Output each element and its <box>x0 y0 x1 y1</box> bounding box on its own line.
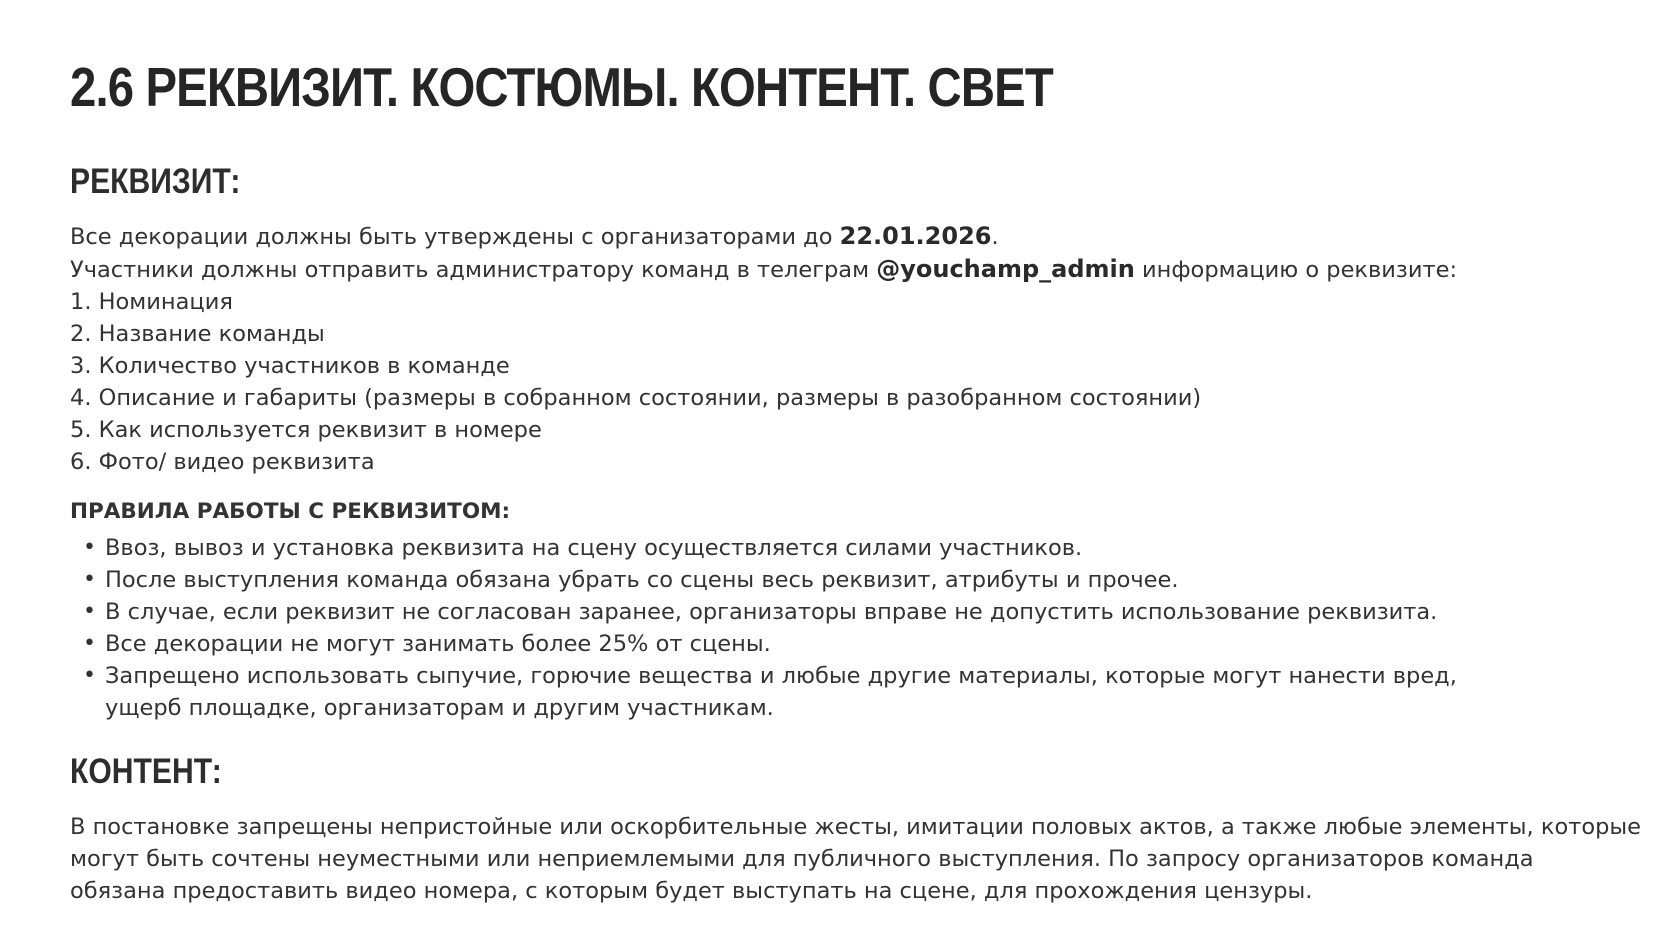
props-send-info-line <box>70 253 1457 286</box>
content-paragraph <box>70 811 1641 907</box>
document-page <box>70 0 1650 945</box>
list-item: 2. Название команды <box>70 321 325 347</box>
content-paragraph-line: В постановке запрещены непристойные или оскорбительные жесты, имитации половых актов, а также любые элементы, которые <box>70 814 1641 840</box>
section-heading-props: РЕКВИЗИТ: <box>70 162 241 201</box>
rule-item <box>70 628 1457 660</box>
props-deadline-date: 22.01.2026 <box>839 222 992 250</box>
bullet-icon: • <box>83 535 96 560</box>
rule-text: Запрещено использовать сыпучие, горючие вещества и любые другие материалы, которые могут нанести вред, <box>105 663 1457 689</box>
props-intro-block <box>70 220 1457 478</box>
props-approval-suffix: . <box>991 224 999 250</box>
rule-text: ущерб площадке, организаторам и другим участникам. <box>105 695 774 721</box>
list-item: 4. Описание и габариты (размеры в собранном состоянии, размеры в разобранном состоянии) <box>70 385 1202 411</box>
rule-item <box>70 660 1457 692</box>
bullet-icon: • <box>83 599 96 624</box>
props-send-info-prefix: Участники должны отправить администратору команд в телеграм <box>70 257 877 283</box>
props-info-list <box>70 286 1457 478</box>
telegram-handle: @youchamp_admin <box>876 255 1135 283</box>
rule-item <box>70 564 1457 596</box>
list-item: 3. Количество участников в команде <box>70 353 510 379</box>
list-item: 5. Как используется реквизит в номере <box>70 417 542 443</box>
rule-text: В случае, если реквизит не согласован заранее, организаторы вправе не допустить использование реквизита. <box>105 599 1438 625</box>
props-approval-prefix: Все декорации должны быть утверждены с организаторами до <box>70 224 840 250</box>
rule-item <box>70 532 1457 564</box>
list-item: 6. Фото/ видео реквизита <box>70 449 375 475</box>
rule-item <box>70 596 1457 628</box>
rule-text: Все декорации не могут занимать более 25% от сцены. <box>105 631 771 657</box>
list-item: 1. Номинация <box>70 289 233 315</box>
content-paragraph-line: могут быть сочтены неуместными или неприемлемыми для публичного выступления. По запросу организаторов команда <box>70 846 1534 872</box>
bullet-icon: • <box>83 631 96 656</box>
props-send-info-suffix: информацию о реквизите: <box>1134 257 1458 283</box>
rule-text: Ввоз, вывоз и установка реквизита на сцену осуществляется силами участников. <box>105 535 1083 561</box>
rule-text: После выступления команда обязана убрать со сцены весь реквизит, атрибуты и прочее. <box>105 567 1179 593</box>
page-title: 2.6 РЕКВИЗИТ. КОСТЮМЫ. КОНТЕНТ. СВЕТ <box>70 56 1053 118</box>
content-paragraph-line: обязана предоставить видео номера, с которым будет выступать на сцене, для прохождения цензуры. <box>70 878 1313 904</box>
bullet-icon: • <box>83 567 96 592</box>
props-rules-heading: ПРАВИЛА РАБОТЫ С РЕКВИЗИТОМ: <box>70 499 511 524</box>
section-heading-content: КОНТЕНТ: <box>70 752 222 791</box>
props-approval-line <box>70 220 1457 253</box>
props-rules-list <box>70 532 1457 724</box>
bullet-icon: • <box>83 663 96 688</box>
rule-item-continuation <box>70 692 1457 724</box>
